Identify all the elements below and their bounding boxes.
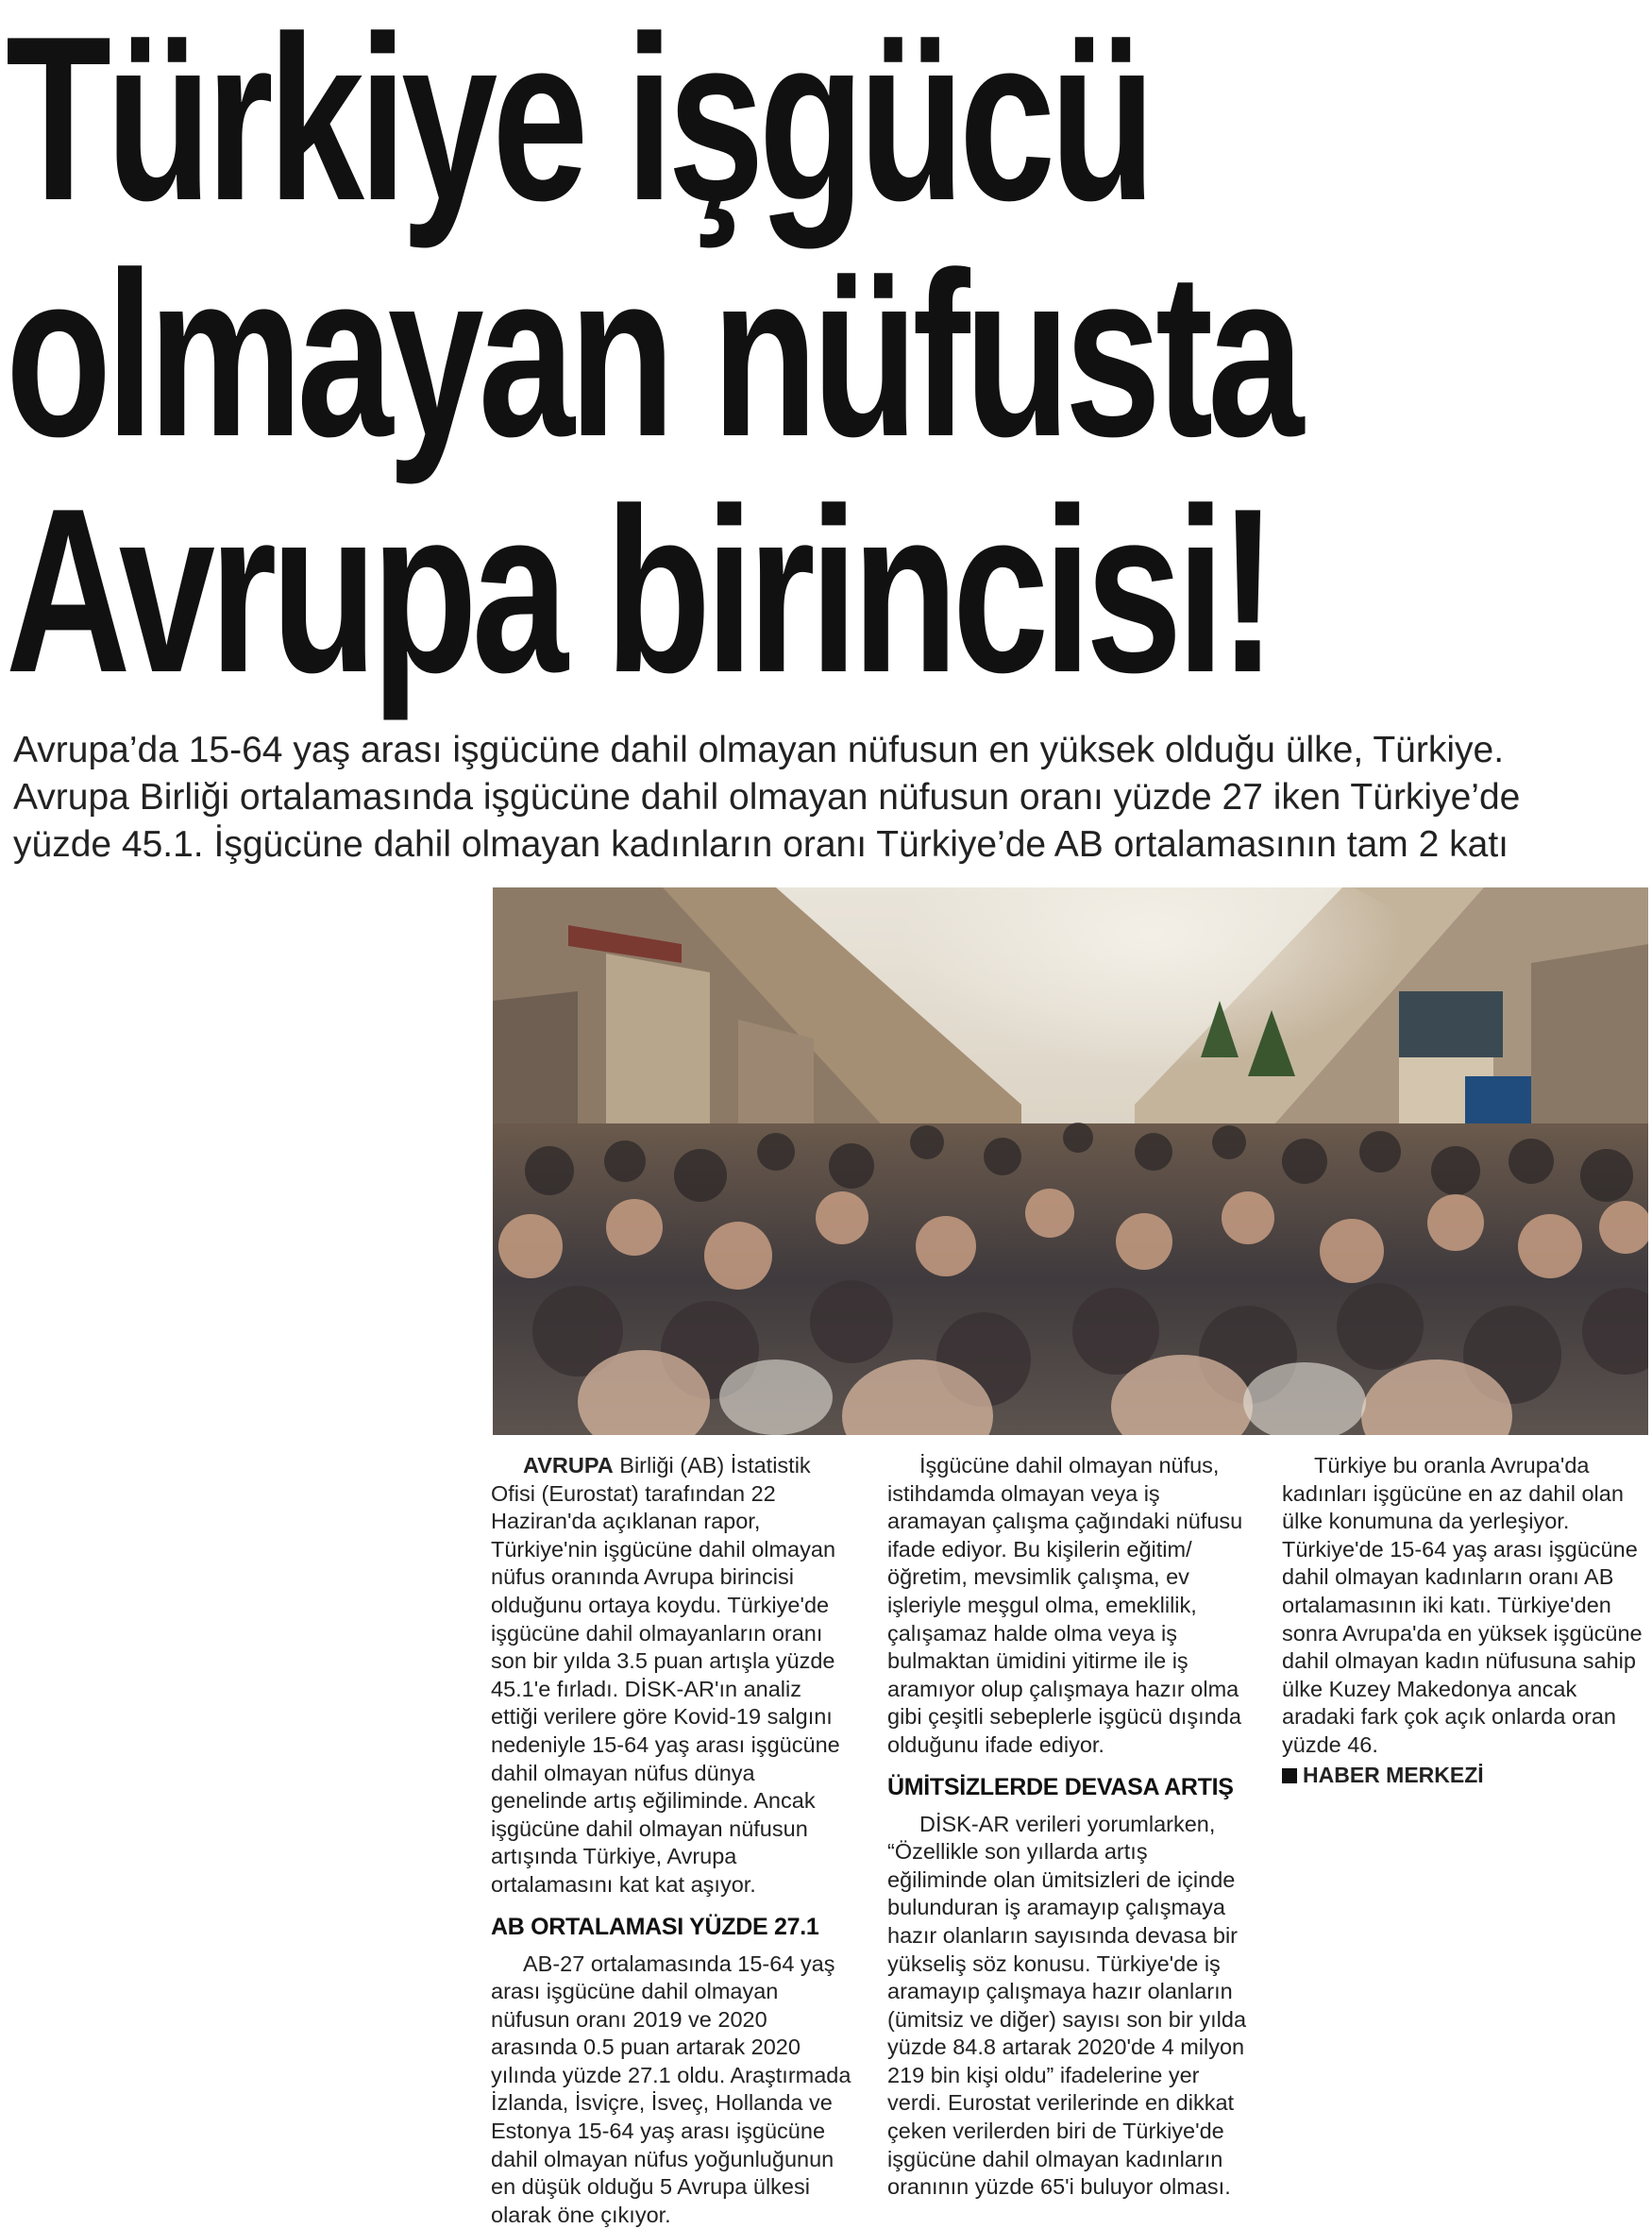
crowd-photo-illustration (493, 887, 1648, 1435)
subheading-ab-ortalamasi: AB ORTALAMASI YÜZDE 27.1 (491, 1913, 851, 1941)
subheading-umitsizlerde: ÜMİTSİZLERDE DEVASA ARTIŞ (887, 1773, 1248, 1801)
lead-word: AVRUPA (523, 1453, 614, 1478)
article-paragraph-2-text: AB-27 ortalamasında 15-64 yaş arası işgücüne dahil olmayan nüfusun oranı 2019 ve 2020 arasında 0.5 puan artarak 2020 yılında yüzde 27.1 oldu. Araştırmada İzlanda, İsviçre, İsveç, Hollanda ve Estonya 15-64 yaş arası işgücüne dahil olmayan nüfus yoğunluğunun en düşük olduğu 5 Avrupa ülkesi olarak öne çıkıyor. (491, 1951, 851, 2227)
lead-line-3: yüzde 45.1. İşgücüne dahil olmayan kadınların oranı Türkiye’de AB ortalamasının tam 2 katı (13, 821, 1646, 869)
article-paragraph-5-text: Türkiye bu oranla Avrupa'da kadınları işgücüne en az dahil olan ülke konumuna da yerleşiyor. Türkiye'de 15-64 yaş arası işgücüne dahil olmayan kadınların oranı AB ortalamasının iki katı. Türkiye'den sonra Avrupa'da en yüksek işgücüne dahil olmayan kadın nüfusuna sahip ülke Kuzey Makedonya ancak aradaki fark çok açık onlarda oran yüzde 46. (1282, 1453, 1643, 1757)
article-paragraph-2 (491, 1950, 851, 2229)
article-paragraph-4-text: DİSK-AR verileri yorumlarken, “Özellikle son yıllarda artış eğiliminde olan ümitsizleri de içinde bulunduran iş aramayıp çalışmaya hazır olanların sayısında devasa bir yükseliş söz konusu. Türkiye'de iş aramayıp çalışmaya hazır olanların (ümitsiz ve diğer) sayısı son bir yılda yüzde 84.8 artarak 2020'de 4 milyon 219 bin kişi oldu” ifadelerine yer verdi. Eurostat verilerinde en dikkat çeken verilerden biri de Türkiye'de işgücüne dahil olmayan kadınların oranının yüzde 65'i buluyor olması. (887, 1812, 1246, 2200)
lead-line-1: Avrupa’da 15-64 yaş arası işgücüne dahil olmayan nüfusun en yüksek olduğu ülke, Türkiye. (13, 727, 1646, 774)
article-paragraph-5 (1282, 1452, 1643, 1760)
article-paragraph-3 (887, 1452, 1248, 1760)
article-column-1 (491, 1452, 851, 2229)
byline-text: HABER MERKEZİ (1303, 1763, 1484, 1787)
lead-line-2: Avrupa Birliği ortalamasında işgücüne dahil olmayan nüfusun oranı yüzde 27 iken Türkiye’de (13, 774, 1646, 821)
headline-line-2: olmayan nüfusta (6, 236, 1222, 472)
article-column-3 (1282, 1452, 1643, 1789)
article-column-2-text (887, 1452, 1248, 2202)
article-paragraph-4 (887, 1811, 1248, 2202)
article-paragraph-1-text: Birliği (AB) İstatistik Ofisi (Eurostat) tarafından 22 Haziran'da açıklanan rapor, Türkiye'nin işgücüne dahil olmayan nüfus oranında Avrupa birincisi olduğunu ortaya koydu. Türkiye'de işgücüne dahil olmayanların oranı son bir yılda 3.5 puan artışla yüzde 45.1'e fırladı. DİSK-AR'ın analiz ettiği verilere göre Kovid-19 salgını nedeniyle 15-64 yaş arası işgücüne dahil olmayan nüfus dünya genelinde artış eğiliminde. Ancak işgücüne dahil olmayan nüfusun artışında Türkiye, Avrupa ortalamasını kat kat aşıyor. (491, 1453, 840, 1897)
square-bullet-icon (1282, 1768, 1297, 1783)
article-paragraph-1 (491, 1452, 851, 1900)
lead-paragraph (13, 727, 1646, 869)
headline (6, 0, 1648, 708)
headline-line-1: Türkiye işgücü (6, 0, 1222, 236)
byline (1282, 1762, 1643, 1790)
article-paragraph-3-text: İşgücüne dahil olmayan nüfus, istihdamda olmayan veya iş aramayan çalışma çağındaki nüfusu ifade ediyor. Bu kişilerin eğitim/öğretim, mevsimlik çalışma, ev işleriyle meşgul olma, emeklilik, çalışamaz halde olma veya iş bulmaktan ümidini yitirme ile iş aramıyor olup çalışmaya hazır olma gibi çeşitli sebeplerle işgücü dışında olduğunu ifade ediyor. (887, 1453, 1242, 1757)
crowd-street-photo (493, 887, 1648, 1435)
headline-line-3: Avrupa birincisi! (6, 472, 1222, 708)
